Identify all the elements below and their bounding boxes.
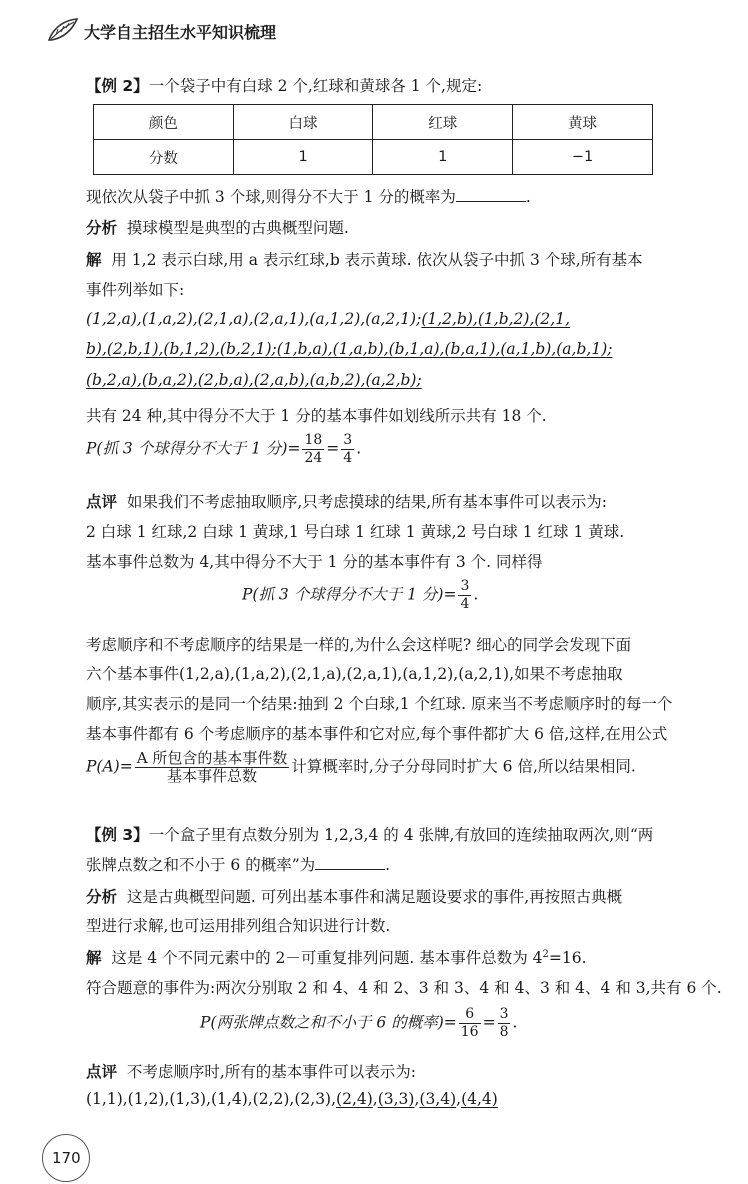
example-3-tag: 【例 3】	[86, 826, 149, 844]
classical-probability-formula: P(A)= $\frac{\text{A 所包含的基本事件数}}{\text{基本事件总数}}$ 计算概率时,分子分母同时扩大 6 倍,所以结果相同.	[86, 749, 636, 785]
table-cell: 黄球	[513, 105, 653, 140]
probability-formula-1: P(抓 3 个球得分不大于 1 分)= $\frac{18}{24}$ = $\frac{3}{4}$ .	[86, 432, 362, 466]
table-cell: 白球	[233, 105, 373, 140]
table-cell: 分数	[94, 140, 234, 175]
solution-line-1: 解 用 1,2 表示白球,用 a 表示红球,b 表示黄球. 依次从袋子中抓 3 个球,所有基本	[86, 251, 643, 269]
table-cell: 1	[373, 140, 513, 175]
probability-formula-2: P(抓 3 个球得分不大于 1 分)= $\frac{3}{4}$ .	[242, 578, 479, 612]
answer-blank	[315, 854, 385, 870]
fraction: $\frac{3}{4}$	[343, 432, 353, 466]
table-row	[94, 140, 653, 175]
solution-line-1: 解 这是 4 个不同元素中的 2－可重复排列问题. 基本事件总数为 $4^2=16$.	[86, 948, 587, 967]
table-cell: 红球	[373, 105, 513, 140]
running-header-title: 大学自主招生水平知识梳理	[84, 23, 277, 42]
comment-line-2: 2 白球 1 红球,2 白球 1 黄球,1 号白球 1 红球 1 黄球,2 号白球 1 红球 1 黄球.	[86, 523, 625, 541]
table-cell: −1	[513, 140, 653, 175]
answer-blank	[456, 186, 526, 202]
fraction: $\frac{3}{4}$	[460, 578, 470, 612]
fraction: $\frac{\text{A 所包含的基本事件数}}{\text{基本事件总数}}$	[136, 749, 288, 785]
fraction: $\frac{18}{24}$	[304, 432, 323, 466]
analysis-line-2: 型进行求解,也可运用排列组合知识进行计数.	[86, 917, 391, 935]
fraction: $\frac{3}{8}$	[499, 1006, 509, 1040]
example-3-line-2: 张牌点数之和不小于 6 的概率”为 .	[86, 856, 391, 874]
example-2-question: 现依次从袋子中抓 3 个球,则得分不大于 1 分的概率为 .	[86, 188, 531, 206]
table-row	[94, 105, 653, 140]
paragraph-line-3: 顺序,其实表示的是同一个结果:抽到 2 个白球,1 个红球. 原来当不考虑顺序时的每一个	[86, 695, 673, 713]
table-cell: 颜色	[94, 105, 234, 140]
fraction: $\frac{6}{16}$	[460, 1006, 479, 1040]
comment-line: 点评 不考虑顺序时,所有的基本事件可以表示为:	[86, 1063, 417, 1081]
solution-line-2: 事件列举如下:	[86, 281, 185, 299]
event-list-line: (1,1),(1,2),(1,3),(1,4),(2,2),(2,3),(2,4),(3,3),(3,4),(4,4)	[86, 1090, 498, 1108]
analysis-paragraph: 分析 摸球模型是典型的古典概型问题.	[86, 219, 349, 237]
comment-line-3: 基本事件总数为 4,其中得分不大于 1 分的基本事件有 3 个. 同样得	[86, 553, 543, 571]
table-cell: 1	[233, 140, 373, 175]
example-3-line-1: 【例 3】一个盒子里有点数分别为 1,2,3,4 的 4 张牌,有放回的连续抽取两次,则“两	[86, 826, 654, 844]
enumeration-line-1: (1,2,a),(1,a,2),(2,1,a),(2,a,1),(a,1,2),(a,2,1);(1,2,b),(1,b,2),(2,1,	[86, 310, 571, 328]
probability-formula-3: P(两张牌点数之和不小于 6 的概率)= $\frac{6}{16}$ = $\frac{3}{8}$ .	[200, 1006, 518, 1040]
comment-line-1: 点评 如果我们不考虑抽取顺序,只考虑摸球的结果,所有基本事件可以表示为:	[86, 493, 607, 511]
solution-line-2: 符合题意的事件为:两次分别取 2 和 4、4 和 2、3 和 3、4 和 4、3 和 4、4 和 3,共有 6 个.	[86, 979, 722, 997]
analysis-line-1: 分析 这是古典概型问题. 可列出基本事件和满足题设要求的事件,再按照古典概	[86, 888, 623, 906]
leaf-logo-icon	[46, 16, 80, 44]
score-table	[93, 104, 653, 175]
paragraph-line-4: 基本事件都有 6 个考虑顺序的基本事件和它对应,每个事件都扩大 6 倍,这样,在用公式	[86, 725, 668, 743]
enumeration-line-3: (b,2,a),(b,a,2),(2,b,a),(2,a,b),(a,b,2),(a,2,b);	[86, 371, 422, 389]
example-2-intro: 【例 2】一个袋子中有白球 2 个,红球和黄球各 1 个,规定:	[86, 77, 483, 95]
count-line: 共有 24 种,其中得分不大于 1 分的基本事件如划线所示共有 18 个.	[86, 407, 547, 425]
enumeration-line-2: b),(2,b,1),(b,1,2),(b,2,1);(1,b,a),(1,a,b),(b,1,a),(b,a,1),(a,1,b),(a,b,1);	[86, 340, 613, 358]
example-2-tag: 【例 2】	[86, 77, 149, 95]
paragraph-line-1: 考虑顺序和不考虑顺序的结果是一样的,为什么会这样呢? 细心的同学会发现下面	[86, 636, 632, 654]
paragraph-line-2: 六个基本事件(1,2,a),(1,a,2),(2,1,a),(2,a,1),(a,1,2),(a,2,1),如果不考虑抽取	[86, 665, 623, 683]
page-number: 170	[52, 1149, 81, 1167]
